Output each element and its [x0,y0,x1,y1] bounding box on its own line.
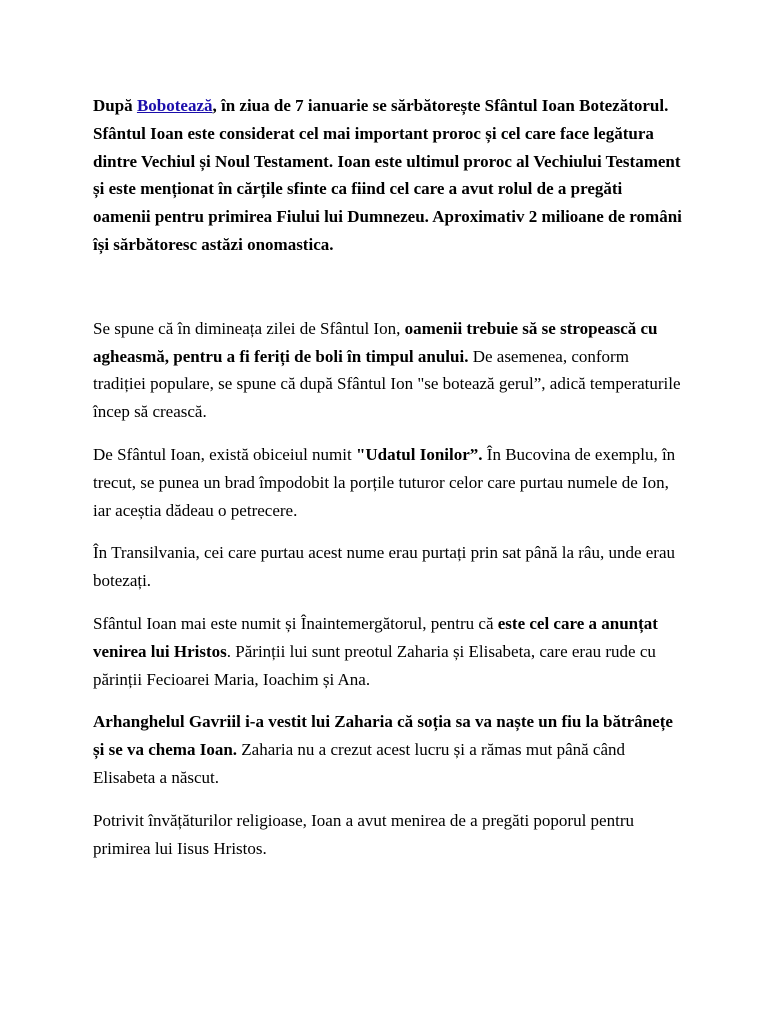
paragraph-intro [93,92,683,259]
paragraph-traditions [93,315,683,426]
text-segment: . Părinții lui sunt preotul Zaharia și Elisabeta, care erau rude cu părinții Fecioarei Maria, Ioachim și Ana. [93,641,656,689]
text-segment: Potrivit învățăturilor religioase, Ioan a avut menirea de a pregăti poporul pentru primirea lui Iisus Hristos. [93,810,634,858]
text-segment: Zaharia nu a crezut acest lucru și a rămas mut până când Elisabeta a născut. [93,740,626,787]
text-segment: În Bucovina de exemplu, în trecut, se punea un brad împodobit la porțile tuturor celor care purtau numele de Ion, iar aceștia dădeau o petrecere. [93,444,676,520]
paragraph-inaintemergatorul [93,610,683,693]
paragraph-arhanghelul [93,708,683,791]
text-segment: După [93,96,137,115]
bold-text-segment: "Udatul Ionilor”. [355,444,483,464]
text-segment: , în ziua de 7 ianuarie se sărbătorește Sfântul Ioan Botezătorul. Sfântul Ioan este considerat cel mai important proroc și cel care face legătura dintre Vechiul și Noul Testament. Ioan este ultimul proroc al Vechiului Testament și este menționat în cărțile sfinte ca fiind cel care a avut rolul de a pregăti oamenii pentru primirea Fiului lui Dumnezeu. Aproximativ 2 milioane de români își sărbătoresc astăzi onomastica. [93,96,682,254]
text-segment: Sfântul Ioan mai este numit și Înaintemergătorul, pentru că [93,613,498,633]
bold-text-segment: oamenii trebuie să se stropească cu agheasmă, pentru a fi feriți de boli în timpul anului. [93,318,658,366]
bold-text-segment: Arhanghelul Gavriil i-a vestit lui Zaharia că soția sa va naște un fiu la bătrânețe și se va chema Ioan. [93,712,673,760]
paragraph-transilvania [93,539,683,595]
text-segment: De Sfântul Ioan, există obiceiul numit [93,444,356,464]
text-segment: Se spune că în dimineața zilei de Sfântul Ion, [93,318,405,338]
boboteaza-link[interactable]: Bobotează [136,96,213,115]
document-body [93,92,683,862]
paragraph-udatul-ionilor [93,441,683,524]
paragraph-invataturi [93,807,683,863]
text-segment: De asemenea, conform tradiției populare, se spune că după Sfântul Ion "se botează gerul”, adică temperaturile încep să crească. [93,346,681,422]
bold-text-segment: este cel care a anunțat venirea lui Hristos [93,613,658,661]
text-segment: În Transilvania, cei care purtau acest nume erau purtați prin sat până la râu, unde erau botezați. [93,543,676,591]
